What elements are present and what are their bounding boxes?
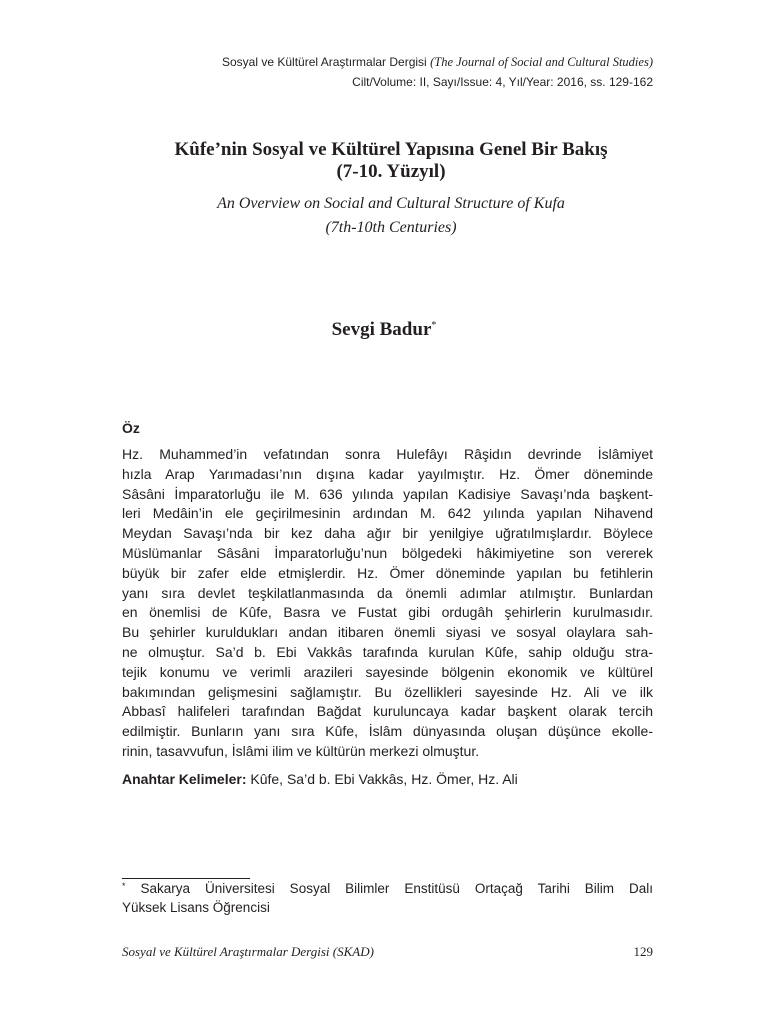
- keywords: [122, 769, 653, 789]
- article-title-en: An Overview on Social and Cultural Structure of Kufa: [217, 195, 565, 212]
- abstract-line: Sâsâni İmparatorluğu ile M. 636 yılında yapılan Kadisiye Savaşı’nda başkent-: [122, 485, 653, 502]
- abstract-line: hızla Arap Yarımadası’nın dışına kadar yayılmıştır. Hz. Ömer döneminde: [122, 465, 653, 482]
- footnote-line-2: Yüksek Lisans Öğrencisi: [122, 900, 270, 915]
- journal-name-tr: Sosyal ve Kültürel Araştırmalar Dergisi: [221, 55, 427, 69]
- abstract-line: tejik konumu ve verimli arazileri sayesinde bölgenin ekonomik ve kültürel: [122, 663, 653, 680]
- abstract-line: Hz. Muhammed’in vefatından sonra Hulefâyı Râşidın devrinde İslâmiyet: [122, 446, 653, 462]
- abstract-line: Abbasî halifeleri tarafından Bağdat kuruluncaya kadar başkent olarak tercih: [122, 703, 653, 720]
- abstract-line: Meydan Savaşı’nda bir kez daha ağır bir yenilgiye uğratılmışlardır. Böylece: [122, 525, 653, 542]
- abstract-line: yanı sıra devlet teşkilatlanmasında da önemli adımlar atılmıştır. Bunlardan: [122, 584, 653, 601]
- running-header-journal: [100, 52, 653, 72]
- abstract-line: leri Medâin’in ele geçirilmesinin ardından M. 642 yılında yapılan Nihavend: [122, 505, 653, 522]
- author-footnote-marker[interactable]: *: [431, 320, 437, 331]
- footnote-affiliation: Sakarya Üniversitesi Sosyal Bilimler Enstitüsü Ortaçağ Tarihi Bilim Dalı: [140, 881, 653, 896]
- footnote: [122, 879, 653, 917]
- article-title-period: (7-10. Yüzyıl): [336, 161, 446, 182]
- footnote-marker: *: [122, 881, 126, 891]
- page-number: 129: [633, 944, 653, 959]
- abstract-line: ne olmuştur. Sa’d b. Ebi Vakkâs tarafında kurulan Kûfe, sahip olduğu stra-: [122, 643, 653, 660]
- abstract-line: rinin, tasavvufun, İslâmi ilim ve kültürün merkezi olmuştur.: [122, 742, 480, 759]
- abstract-line: Müslümanlar Sâsâni İmparatorluğu’nun bölgedeki hâkimiyetine son vererek: [122, 544, 653, 561]
- journal-name-en: (The Journal of Social and Cultural Studies): [430, 55, 653, 69]
- keywords-value: Kûfe, Sa’d b. Ebi Vakkâs, Hz. Ömer, Hz. Ali: [250, 771, 518, 787]
- abstract-line: edilmiştir. Bunların yanı sıra Kûfe, İslâm dünyasında oluşan düşünce ekolle-: [122, 723, 653, 740]
- abstract-line: büyük bir zafer elde etmişlerdir. Hz. Ömer döneminde yapılan bu fetihlerin: [122, 564, 653, 581]
- author-name: Sevgi Badur: [331, 319, 432, 340]
- abstract-line: en önemlisi de Kûfe, Basra ve Fustat gibi ordugâh şehirlerin kurulmasıdır.: [122, 604, 653, 621]
- running-header-issue: Cilt/Volume: II, Sayı/Issue: 4, Yıl/Year: 2016, ss. 129-162: [352, 75, 653, 89]
- article-title-en-period: (7th-10th Centuries): [325, 219, 457, 236]
- abstract-body: [122, 445, 653, 762]
- abstract-line: Bu şehirler kuruldukları andan itibaren önemli siyasi ve sosyal olaylara sah-: [122, 624, 653, 641]
- author: [122, 318, 646, 342]
- footnote-line-1: [122, 879, 653, 898]
- footer-journal: Sosyal ve Kültürel Araştırmalar Dergisi (SKAD): [122, 944, 374, 959]
- abstract-line: bakımından gelişmesini sağlamıştır. Bu özellikleri sayesinde Hz. Ali ve ilk: [122, 683, 653, 700]
- keywords-label: Anahtar Kelimeler:: [122, 771, 247, 787]
- article-title: Kûfe’nin Sosyal ve Kültürel Yapısına Genel Bir Bakış: [174, 139, 608, 160]
- abstract-heading: Öz: [122, 420, 140, 436]
- page-footer: [122, 942, 653, 962]
